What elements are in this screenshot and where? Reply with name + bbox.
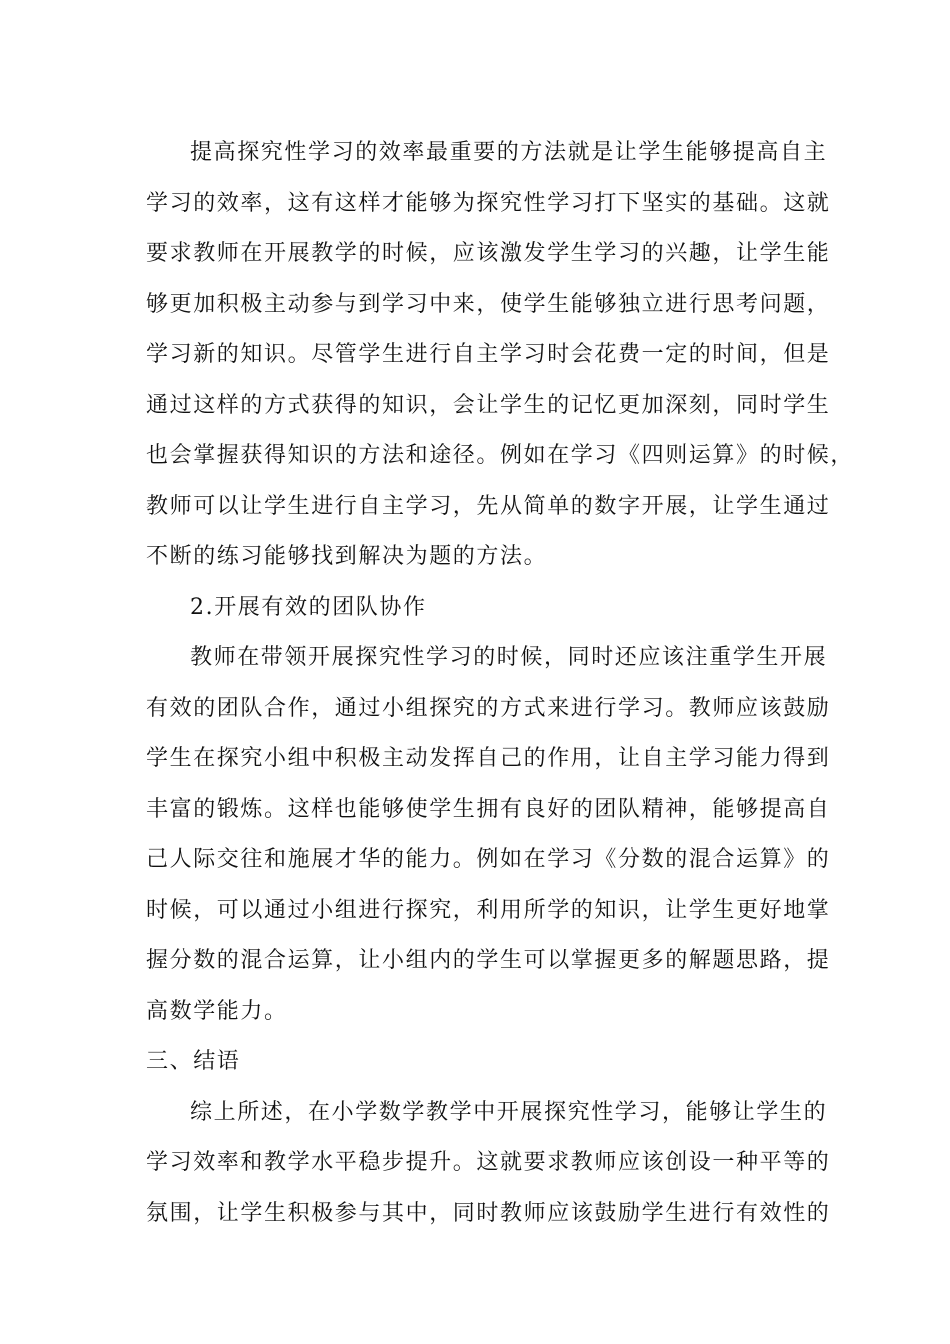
paragraph-line-20: 综上所述，在小学数学教学中开展探究性学习，能够让学生的 — [190, 1099, 828, 1125]
paragraph-line-1: 提高探究性学习的效率最重要的方法就是让学生能够提高自主 — [190, 140, 828, 165]
paragraph-line-5: 学习新的知识。尽管学生进行自主学习时会花费一定的时间，但是 — [146, 342, 831, 367]
paragraph-line-22: 氛围，让学生积极参与其中，同时教师应该鼓励学生进行有效性的 — [146, 1200, 831, 1226]
section-heading-3: 三、结语 — [146, 1049, 241, 1074]
paragraph-line-3: 要求教师在开展教学的时候，应该激发学生学习的兴趣，让学生能 — [146, 241, 831, 266]
paragraph-line-14: 丰富的锻炼。这样也能够使学生拥有良好的团队精神，能够提高自 — [146, 796, 831, 822]
paragraph-line-13: 学生在探究小组中积极主动发挥自己的作用，让自主学习能力得到 — [146, 746, 831, 771]
paragraph-line-21: 学习效率和教学水平稳步提升。这就要求教师应该创设一种平等的 — [146, 1150, 831, 1175]
paragraph-line-15: 己人际交往和施展才华的能力。例如在学习《分数的混合运算》的 — [146, 847, 831, 872]
section-heading-2: 2.开展有效的团队协作 — [190, 594, 427, 620]
document-body — [146, 128, 855, 1239]
paragraph-line-18: 高数学能力。 — [146, 998, 288, 1024]
paragraph-line-16: 时候，可以通过小组进行探究，利用所学的知识，让学生更好地掌 — [146, 897, 831, 923]
paragraph-line-11: 教师在带领开展探究性学习的时候，同时还应该注重学生开展 — [190, 645, 828, 670]
paragraph-line-17: 握分数的混合运算，让小组内的学生可以掌握更多的解题思路，提 — [146, 948, 831, 973]
paragraph-line-6: 通过这样的方式获得的知识，会让学生的记忆更加深刻，同时学生 — [146, 392, 831, 418]
paragraph-line-7: 也会掌握获得知识的方法和途径。例如在学习《四则运算》的时候， — [146, 443, 855, 468]
paragraph-line-4: 够更加积极主动参与到学习中来，使学生能够独立进行思考问题， — [146, 291, 831, 317]
paragraph-line-8: 教师可以让学生进行自主学习，先从简单的数字开展，让学生通过 — [146, 493, 831, 519]
paragraph-line-2: 学习的效率，这有这样才能够为探究性学习打下坚实的基础。这就 — [146, 190, 831, 216]
paragraph-line-12: 有效的团队合作，通过小组探究的方式来进行学习。教师应该鼓励 — [146, 695, 831, 721]
paragraph-line-9: 不断的练习能够找到解决为题的方法。 — [146, 544, 548, 569]
